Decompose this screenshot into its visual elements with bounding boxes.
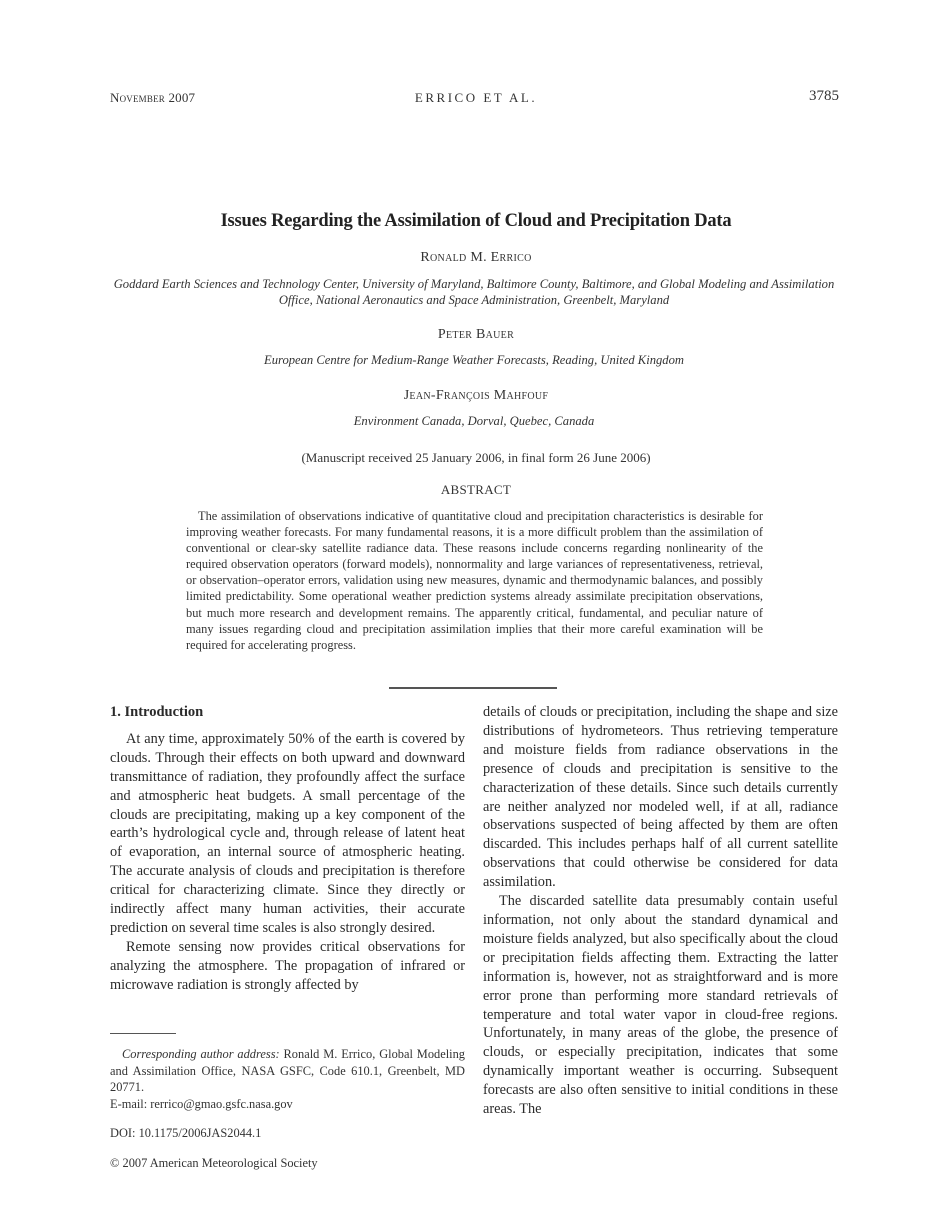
footnote <box>110 1046 465 1112</box>
footnote-text: Ronald M. Errico, Global Modeling and Assimilation Office, NASA GSFC, Code 610.1, Greenbelt, MD 20771. <box>110 1047 465 1094</box>
author-affiliation: Environment Canada, Dorval, Quebec, Canada <box>353 414 595 428</box>
author-name: Peter Bauer <box>437 327 515 342</box>
paragraph: Remote sensing now provides critical observations for analyzing the atmosphere. The propagation of infrared or microwave radiation is strongly affected by <box>110 938 465 993</box>
paper-title: Issues Regarding the Assimilation of Cloud and Precipitation Data <box>220 211 732 231</box>
column-left <box>110 703 465 995</box>
column-right <box>483 703 838 1119</box>
doi: DOI: 10.1175/2006JAS2044.1 <box>110 1126 262 1140</box>
running-head-date: November 2007 <box>110 90 196 105</box>
author-name: Ronald M. Errico <box>420 250 532 265</box>
section-divider <box>389 687 557 689</box>
copyright: © 2007 American Meteorological Society <box>110 1156 318 1170</box>
abstract-heading: ABSTRACT <box>440 482 512 497</box>
paragraph: details of clouds or precipitation, including the shape and size distributions of hydrometeors. Thus retrieving temperature and moisture fields from radiance observations in the presence of clouds and precipitation is sensitive to the characterization of these details. Since such details currently are neither analyzed nor modeled well, if at all, radiance observations suspected of being affected by them are often discarded. This includes perhaps half of all current satellite observations that could otherwise be considered for data assimilation. <box>483 704 838 891</box>
paragraph: At any time, approximately 50% of the earth is covered by clouds. Through their effects on both upward and downward transmittance of radiation, they profoundly affect the surface and atmospheric heat budgets. A small percentage of the clouds are precipitating, making up a key component of the earth’s hydrological cycle and, through release of latent heat of evaporation, an internal source of atmospheric heating. The accurate analysis of clouds and precipitation is therefore critical for characterizing climate. Since they directly or indirectly affect many human activities, their accurate prediction on several time scales is also strongly desired. <box>110 730 465 936</box>
page-number: 3785 <box>809 88 839 104</box>
paragraph: The discarded satellite data presumably contain useful information, not only about the standard dynamical and moisture fields analyzed, but also specifically about the cloud or precipitation fields affecting them. Extracting the latter information is, however, not as straightforward and is more error prone than performing more standard retrievals of temperature and total water vapor in cloud-free regions. Unfortunately, in many areas of the globe, the presence of clouds, or especially precipitation, indicates that some dynamically important weather is occurring. Subsequent forecasts are also often sensitive to initial conditions in these areas. The <box>483 893 838 1118</box>
section-heading: 1. Introduction <box>110 704 204 720</box>
author-name: Jean-François Mahfouf <box>403 388 549 403</box>
footnote-email: E-mail: rerrico@gmao.gsfc.nasa.gov <box>110 1096 293 1111</box>
author-affiliation: Goddard Earth Sciences and Technology Center, University of Maryland, Baltimore County, Baltimore, and Global Modeling and Assimilation Office, National Aeronautics and Space Administration, Greenbelt, Maryland <box>113 277 835 307</box>
abstract-text: The assimilation of observations indicative of quantitative cloud and precipitation characteristics is desirable for improving weather forecasts. For many fundamental reasons, it is a more difficult problem than the assimilation of conventional or clear-sky satellite radiance data. These reasons include concerns regarding nonlinearity of the required observation operators (forward models), nonnormality and large variances of representativeness, retrieval, or observation–operator errors, validation using new measures, dynamic and thermodynamic balances, and possibly limited predictability. Some operational weather prediction systems already assimilate precipitation observations, but much more research and development remains. The apparently critical, fundamental, and peculiar nature of many issues regarding cloud and precipitation assimilation implies that their more careful examination will be required for accelerating progress. <box>186 509 763 652</box>
abstract-body <box>186 508 763 653</box>
author-affiliation: European Centre for Medium-Range Weather Forecasts, Reading, United Kingdom <box>264 353 684 367</box>
footnote-label: Corresponding author address: <box>122 1047 280 1061</box>
footnote-rule <box>110 1033 176 1034</box>
manuscript-received: (Manuscript received 25 January 2006, in final form 26 June 2006) <box>301 450 651 465</box>
running-head-authors: ERRICO ET AL. <box>414 90 538 105</box>
